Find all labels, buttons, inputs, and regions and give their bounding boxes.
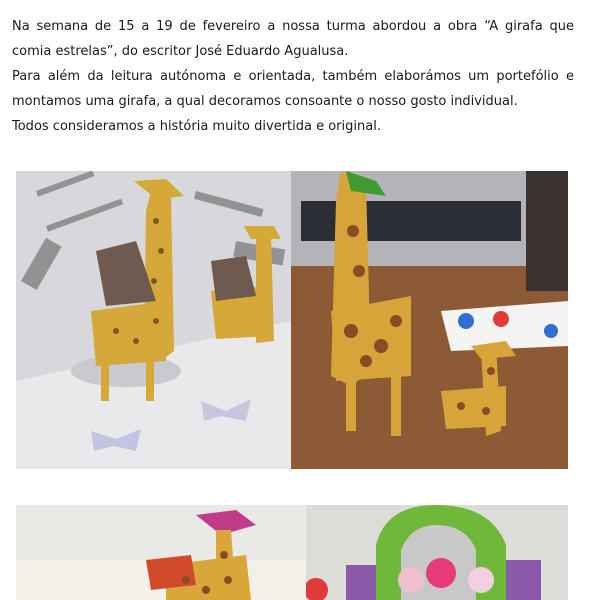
photo-painted-giraffes-desk: [291, 171, 568, 469]
photo-toy-figures-house: [306, 505, 568, 600]
photo-decorated-giraffe: [16, 505, 306, 600]
paragraph-conclusion: Todos consideramos a história muito divertida e original.: [12, 119, 381, 134]
paragraph-intro: Na semana de 15 a 19 de fevereiro a nossa turma abordou a obra “A girafa que comia estrelas”, do escritor José Eduardo Agualusa.: [12, 19, 574, 59]
article-text: [12, 14, 574, 139]
paragraph-activities: Para além da leitura autónoma e orientada, também elaborámos um portefólio e montamos uma girafa, a qual decoramos consoante o nosso gosto individual.: [12, 69, 574, 109]
photo-paper-giraffes-newspaper: [16, 171, 291, 469]
